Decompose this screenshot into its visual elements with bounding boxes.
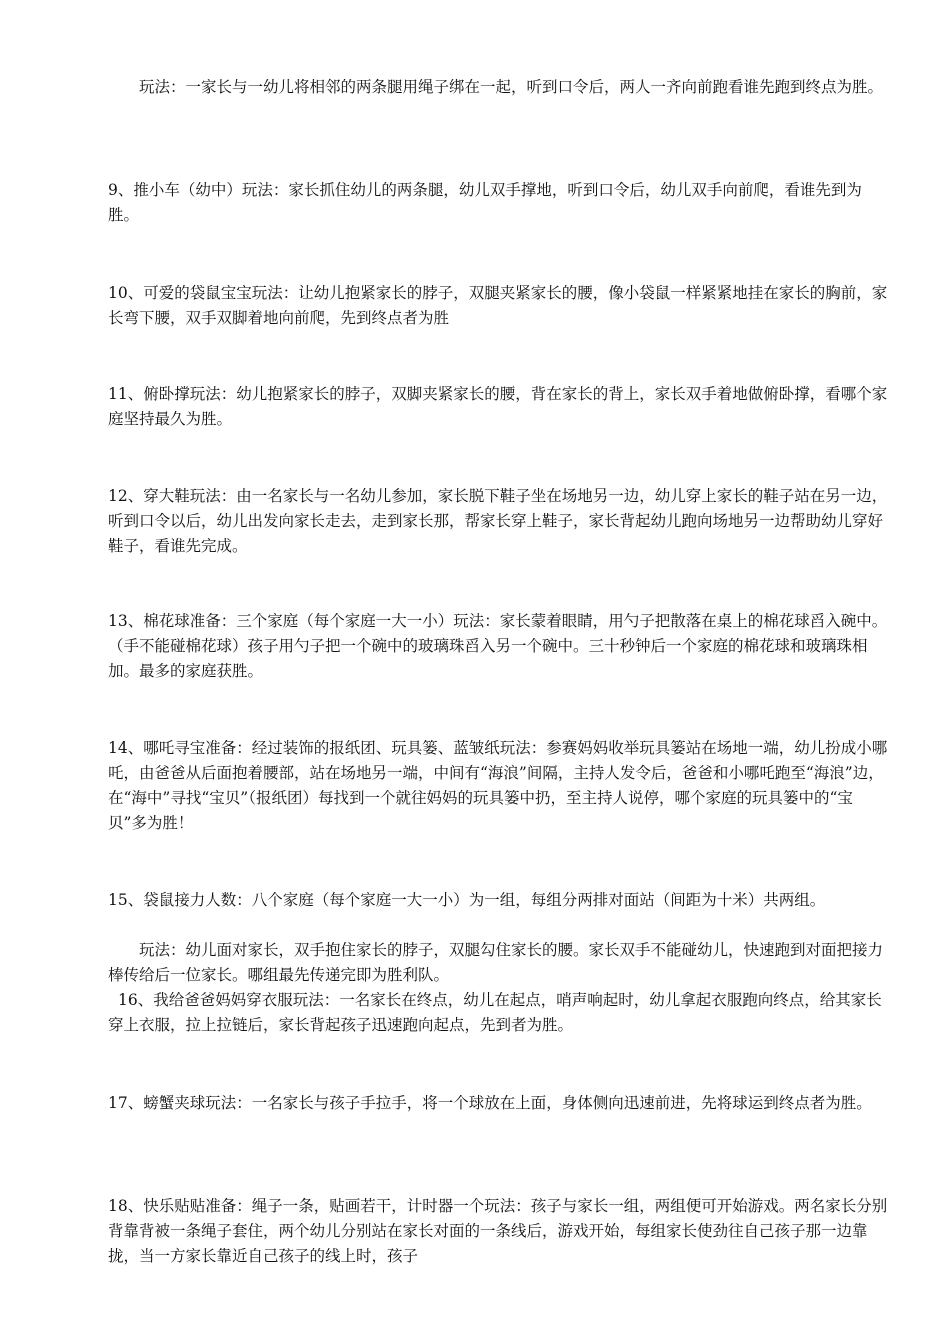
paragraph-12: 12、穿大鞋玩法：由一名家长与一名幼儿参加，家长脱下鞋子坐在场地另一边，幼儿穿上家长的鞋子站在另一边，听到口令以后，幼儿出发向家长走去，走到家长那，帮家长穿上鞋子，家长背起幼儿跑向场地另一边帮助幼儿穿好鞋子，看谁先完成。 bbox=[108, 487, 888, 555]
paragraph-10: 10、可爱的袋鼠宝宝玩法：让幼儿抱紧家长的脖子，双腿夹紧家长的腰，像小袋鼠一样紧紧地挂在家长的胸前，家长弯下腰，双手双脚着地向前爬，先到终点者为胜 bbox=[108, 284, 888, 327]
paragraph-18: 18、快乐贴贴准备：绳子一条，贴画若干，计时器一个玩法：孩子与家长一组，两组便可开始游戏。两名家长分别背靠背被一条绳子套住，两个幼儿分别站在家长对面的一条线后，游戏开始，每组家长使劲往自己孩子那一边靠拢，当一方家长靠近自己孩子的线上时，孩子 bbox=[108, 1197, 888, 1265]
paragraph-9: 9、推小车（幼中）玩法：家长抓住幼儿的两条腿，幼儿双手撑地，听到口令后，幼儿双手向前爬，看谁先到为胜。 bbox=[108, 181, 862, 224]
paragraph-16: 16、我给爸爸妈妈穿衣服玩法：一名家长在终点，幼儿在起点，哨声响起时，幼儿拿起衣服跑向终点，给其家长穿上衣服，拉上拉链后，家长背起孩子迅速跑向起点，先到者为胜。 bbox=[108, 991, 882, 1034]
paragraph-14: 14、哪吒寻宝准备：经过装饰的报纸团、玩具篓、蓝皱纸玩法：参赛妈妈收举玩具篓站在场地一端，幼儿扮成小哪吒，由爸爸从后面抱着腰部，站在场地另一端，中间有“海浪”间隔，主持人发令后，爸爸和小哪吒跑至“海浪”边，在“海中”寻找“宝贝”（报纸团）每找到一个就往妈妈的玩具篓中扔，至主持人说停，哪个家庭的玩具篓中的“宝贝”多为胜！ bbox=[108, 739, 888, 832]
paragraph-15-setup: 15、袋鼠接力人数：八个家庭（每个家庭一大一小）为一组，每组分两排对面站（间距为十米）共两组。 bbox=[108, 891, 826, 909]
paragraph-17: 17、螃蟹夹球玩法：一名家长与孩子手拉手，将一个球放在上面，身体侧向迅速前进，先将球运到终点者为胜。 bbox=[108, 1094, 872, 1112]
paragraph-13: 13、棉花球准备：三个家庭（每个家庭一大一小）玩法：家长蒙着眼睛，用勺子把散落在桌上的棉花球舀入碗中。（手不能碰棉花球）孩子用勺子把一个碗中的玻璃珠舀入另一个碗中。三十秒钟后一个家庭的棉花球和玻璃珠相加。最多的家庭获胜。 bbox=[108, 612, 888, 680]
paragraph-8-rules: 玩法：一家长与一幼儿将相邻的两条腿用绳子绑在一起，听到口令后，两人一齐向前跑看谁先跑到终点为胜。 bbox=[139, 78, 884, 96]
paragraph-11: 11、俯卧撑玩法：幼儿抱紧家长的脖子，双脚夹紧家长的腰，背在家长的背上，家长双手着地做俯卧撑，看哪个家庭坚持最久为胜。 bbox=[108, 385, 888, 428]
paragraph-15-rules: 玩法：幼儿面对家长，双手抱住家长的脖子，双腿勾住家长的腰。家长双手不能碰幼儿，快速跑到对面把接力棒传给后一位家长。哪组最先传递完即为胜利队。 bbox=[108, 941, 884, 984]
